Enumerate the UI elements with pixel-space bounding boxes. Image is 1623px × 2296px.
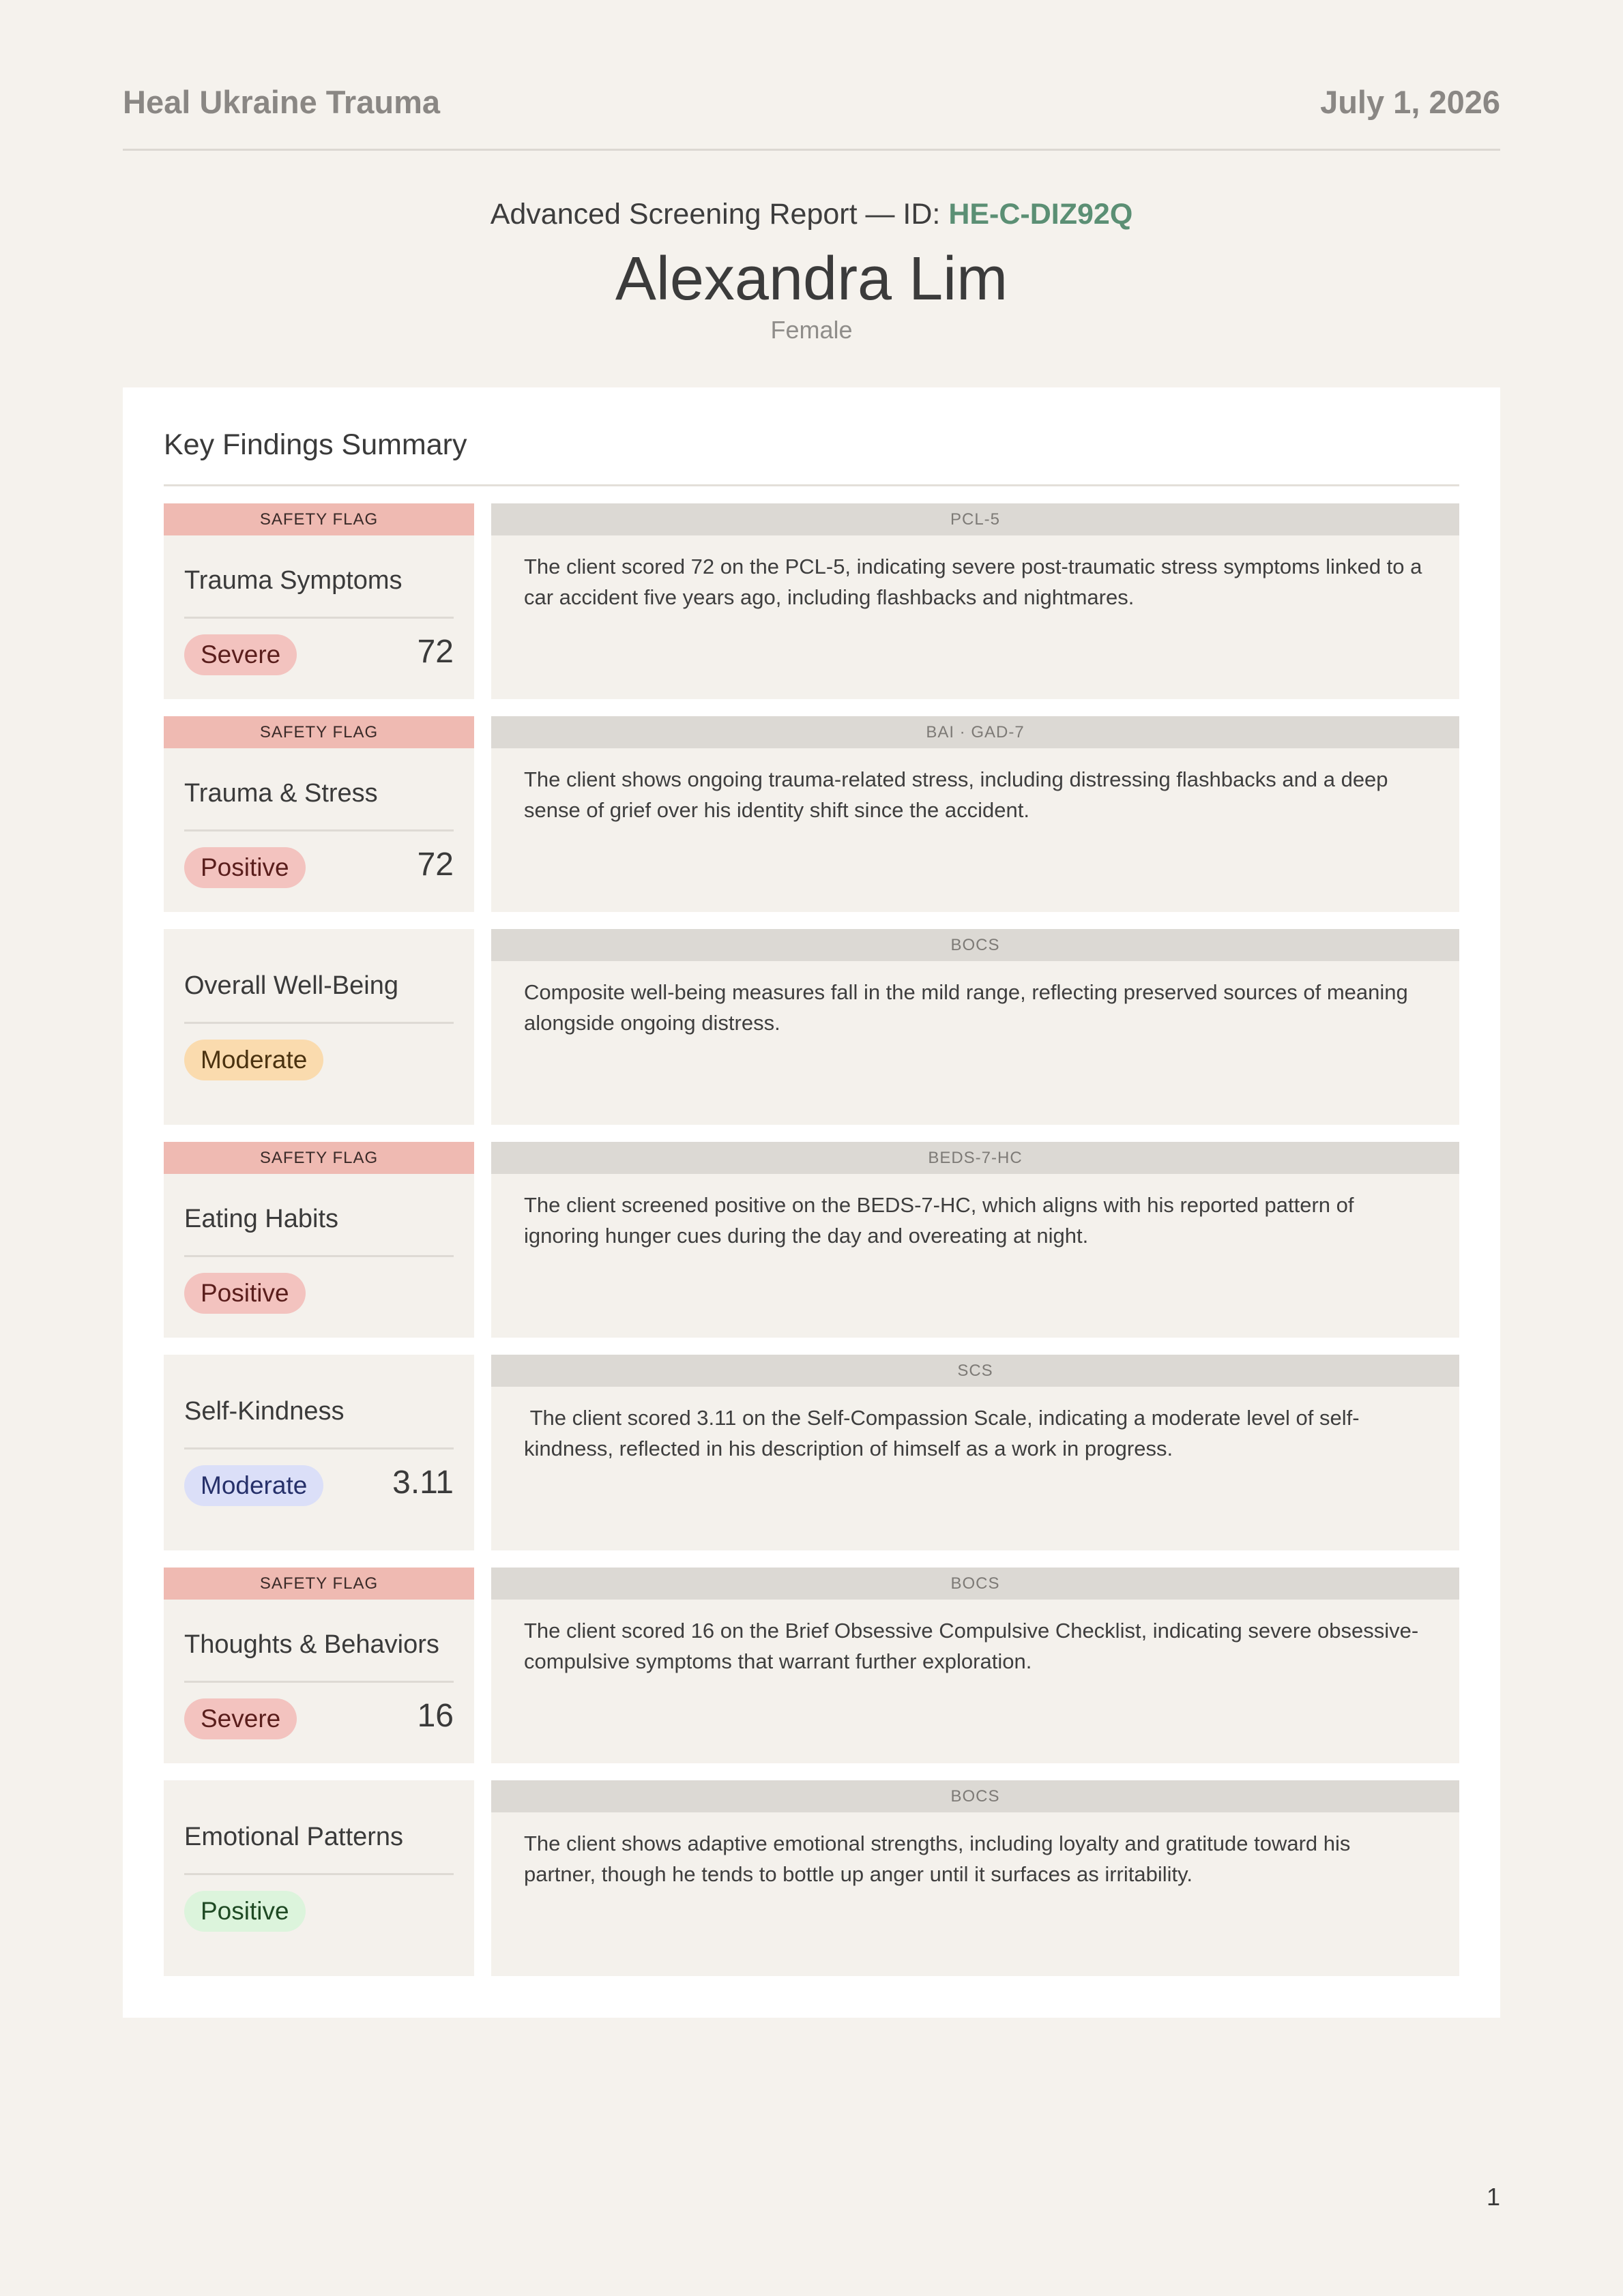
finding-domain-panel [164,1568,474,1763]
score: 3.11 [392,1465,454,1501]
severity-badge: Positive [184,847,306,888]
key-findings-card [123,387,1500,2018]
finding-domain-panel [164,1355,474,1550]
severity-badge: Moderate [184,1465,323,1506]
instrument-label: BAI · GAD-7 [491,716,1459,748]
report-date: July 1, 2026 [1320,84,1500,120]
organization-name: Heal Ukraine Trauma [123,84,440,120]
severity-badge: Moderate [184,1040,323,1080]
finding-text: The client scored 16 on the Brief Obsessive Compulsive Checklist, indicating severe obsessive-compulsive symptoms that warrant further exploration. [524,1619,1419,1673]
report-title [0,198,1623,231]
divider [184,617,454,619]
section-title: Key Findings Summary [164,428,467,461]
finding-domain-panel [164,716,474,912]
client-name: Alexandra Lim [615,245,1008,313]
divider [184,1022,454,1024]
instrument-label: BOCS [491,929,1459,961]
score: 72 [417,634,454,670]
client-gender: Female [770,316,853,344]
finding-domain-panel [164,1142,474,1338]
finding-row [164,1568,1459,1763]
safety-flag: SAFETY FLAG [164,1568,474,1600]
domain-name: Emotional Patterns [184,1823,404,1851]
severity-badge: Positive [184,1891,306,1932]
divider [184,1447,454,1449]
report-title-prefix: Advanced Screening Report — ID: [490,198,949,231]
finding-text: Composite well-being measures fall in the mild range, reflecting preserved sources of meaning alongside ongoing distress. [524,980,1414,1035]
finding-domain-panel [164,929,474,1125]
divider [164,484,1459,486]
page-number: 1 [1486,2183,1500,2211]
instrument-label: BEDS-7-HC [491,1142,1459,1174]
finding-row [164,1142,1459,1338]
severity-badge: Severe [184,1698,297,1739]
domain-name: Overall Well-Being [184,971,398,1000]
safety-flag: SAFETY FLAG [164,1142,474,1174]
findings-list [164,503,1459,1993]
finding-text: The client scored 72 on the PCL-5, indicating severe post-traumatic stress symptoms linked to a car accident five years ago, including flashbacks and nightmares. [524,555,1429,609]
finding-detail-panel [491,716,1459,912]
instrument-label: PCL-5 [491,503,1459,535]
finding-detail-panel [491,929,1459,1125]
safety-flag: SAFETY FLAG [164,503,474,535]
finding-row [164,503,1459,699]
domain-name: Self-Kindness [184,1397,345,1426]
domain-name: Thoughts & Behaviors [184,1630,439,1659]
finding-detail-panel [491,1142,1459,1338]
finding-domain-panel [164,1780,474,1976]
domain-name: Eating Habits [184,1205,339,1233]
severity-badge: Positive [184,1273,306,1314]
finding-row [164,929,1459,1125]
finding-detail-panel [491,1780,1459,1976]
report-id: HE-C-DIZ92Q [948,198,1133,231]
page-header [123,80,1500,151]
finding-detail-panel [491,1568,1459,1763]
finding-detail-panel [491,503,1459,699]
instrument-label: SCS [491,1355,1459,1387]
domain-name: Trauma Symptoms [184,566,403,595]
finding-row [164,716,1459,912]
divider [184,1873,454,1875]
finding-row [164,1355,1459,1550]
finding-text: The client screened positive on the BEDS-7-HC, which aligns with his reported pattern of ignoring hunger cues during the day and overeating at night. [524,1193,1360,1248]
score: 72 [417,847,454,883]
finding-domain-panel [164,503,474,699]
divider [184,1681,454,1683]
severity-badge: Severe [184,634,297,675]
finding-text: The client shows ongoing trauma-related stress, including distressing flashbacks and a deep sense of grief over his identity shift since the accident. [524,767,1394,822]
score: 16 [417,1698,454,1734]
divider [184,829,454,831]
domain-name: Trauma & Stress [184,779,378,808]
finding-detail-panel [491,1355,1459,1550]
finding-row [164,1780,1459,1976]
instrument-label: BOCS [491,1780,1459,1812]
instrument-label: BOCS [491,1568,1459,1600]
finding-text: The client shows adaptive emotional strengths, including loyalty and gratitude toward his partner, though he tends to bottle up anger until it surfaces as irritability. [524,1831,1357,1886]
finding-text: The client scored 3.11 on the Self-Compassion Scale, indicating a moderate level of self-kindness, reflected in his description of himself as a work in progress. [524,1406,1360,1460]
divider [184,1255,454,1257]
safety-flag: SAFETY FLAG [164,716,474,748]
